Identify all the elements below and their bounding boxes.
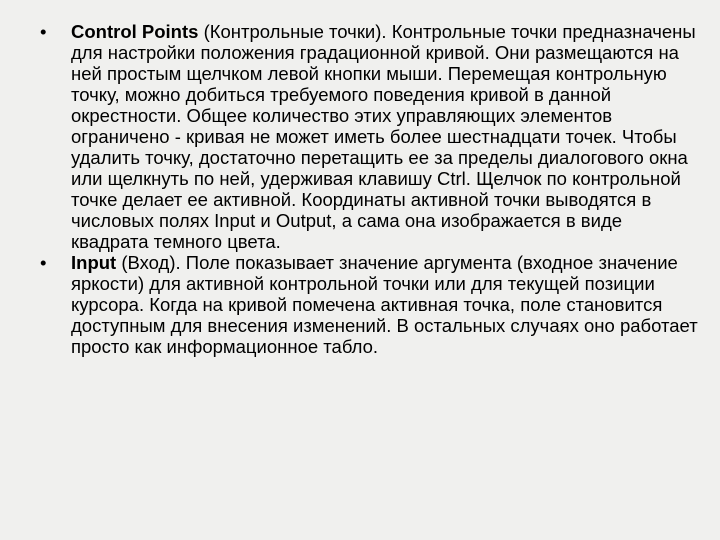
description-input: (Вход). Поле показывает значение аргумента (входное значение яркости) для активной контрольной точки или для текущей позиции курсора. Когда на кривой помечена активная точка, поле становится доступным для внесения изменений. В остальных случаях оно работает просто как информационное табло. (71, 252, 698, 357)
description-control-points: (Контрольные точки). Контрольные точки предназначены для настройки положения градационной кривой. Они размещаются на ней простым щелчком левой кнопки мыши. Перемещая контрольную точку, можно добиться требуемого поведения кривой в данной окрестности. Общее количество этих управляющих элементов ограничено - кривая не может иметь более шестнадцати точек. Чтобы удалить точку, достаточно перетащить ее за пределы диалогового окна или щелкнуть по ней, удерживая клавишу Ctrl. Щелчок по контрольной точке делает ее активной. Координаты активной точки выводятся в числовых полях Input и Output, а сама она изображается в виде квадрата темного цвета. (71, 21, 696, 252)
term-control-points: Control Points (71, 21, 199, 42)
term-input: Input (71, 252, 117, 273)
bullet-list (40, 21, 700, 357)
bullet-icon: • (40, 21, 47, 42)
bullet-item-input (40, 252, 700, 357)
bullet-item-control-points (40, 21, 700, 252)
bullet-icon: • (40, 252, 47, 273)
